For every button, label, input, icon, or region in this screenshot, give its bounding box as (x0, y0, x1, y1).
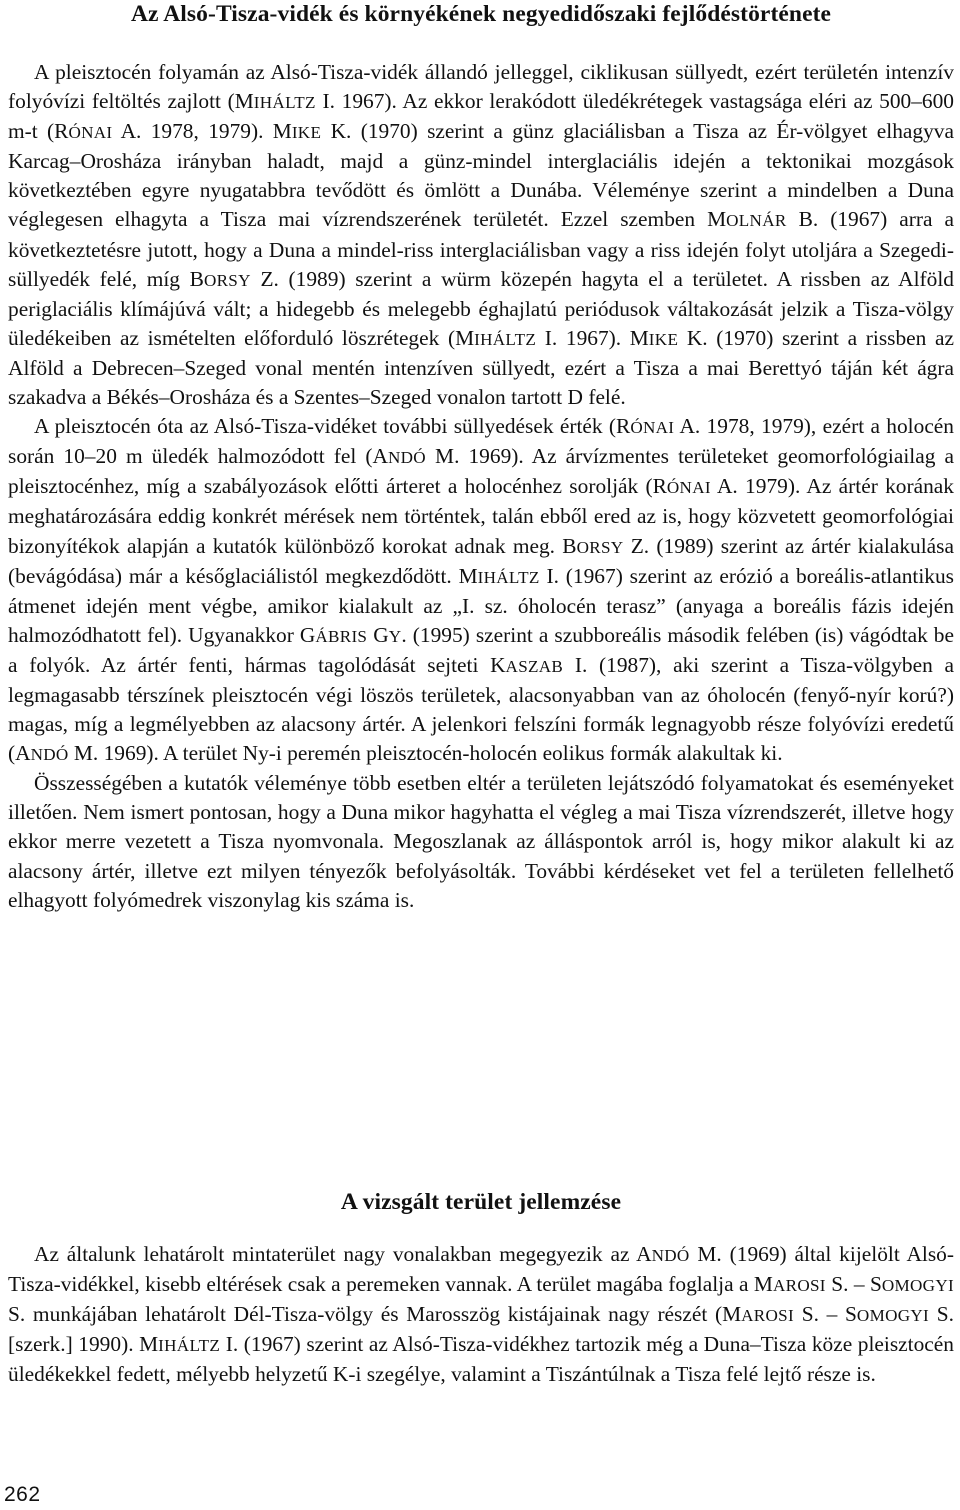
text-run: A pleisztocén óta az Alsó-Tisza-vidéket további süllyedések érték (R (34, 414, 631, 439)
author-name: OMOGYI (856, 1306, 930, 1326)
text-run: S. – S (825, 1272, 882, 1297)
text-run: I. (1987), aki szerint a Tisza-völgyben a legmagasabb térszínek pleisztocén végi löszös területek, alacsonyabban van az óholocén (fenyő-nyír korú?) magas, míg a legmélyebben az alacsony ártér. A jelenkori felszíni formák legnagyobb része folyóvízi eredetű (A (8, 652, 954, 766)
author-name: AROSI (772, 1276, 826, 1296)
text-run: K. (1970) szerint a rissben az Alföld a Debrecen–Szeged vonal mentén intenzíven süllyedt, ezért a Tisza a mai Berettyó táján két ágra szakadva a Békés–Orosháza és a Szentes–Szeged vonalon tartott D felé. (8, 325, 954, 410)
paragraph (8, 58, 954, 412)
author-name: OMOGYI (881, 1276, 954, 1296)
text-run: M. 1969). A terület Ny-i peremén pleisztocén-holocén eolikus formák alakultak ki. (68, 741, 783, 766)
author-name: Y (388, 626, 402, 646)
author-name: ÓNAI (630, 418, 675, 438)
text-run: A. 1978, 1979), ezért a holocén során 10–20 m üledék halmozódott fel (A (8, 414, 955, 469)
author-name: AROSI (741, 1306, 794, 1326)
author-name: IKE (291, 123, 322, 143)
author-name: IHÁLTZ (474, 329, 537, 349)
text-run: S. munkájában lehatárolt Dél-Tisza-völgy és Marosszög kistájainak nagy részét (M (8, 1302, 742, 1327)
author-name: ÁBRIS (315, 626, 368, 646)
text-run: G (367, 622, 389, 647)
text-run: I. (1967) szerint az erózió a boreális-atlantikus átmenet idején ment végbe, amikor kialakult az „I. sz. óholocén terasz” (anyaga a boreális fázis idején halmozódhatott fel). Ugyanakkor G (8, 563, 954, 647)
author-name: ÓNAI (666, 478, 711, 498)
section-heading-history: Az Alsó-Tisza-vidék és környékének negyedidőszaki fejlődéstörténete (130, 1, 832, 27)
section-heading-study-area: A vizsgált terület jellemzése (340, 1189, 622, 1215)
author-name: NDÓ (30, 745, 69, 765)
author-name: NDÓ (651, 1246, 690, 1265)
author-name: IKE (648, 329, 679, 349)
text-run: M. (1969) által kijelölt Alsó-Tisza-vidékkel, kisebb eltérések csak a peremeken vannak. A terület magába foglalja a M (8, 1242, 954, 1297)
text-run: I. (1967) szerint az Alsó-Tisza-vidékhez tartozik még a Duna–Tisza köze pleisztocén üledékekkel fedett, mélyebb helyzetű K-i szegélye, valamint a Tiszántúlnak a Tisza felé lejtő része is. (8, 1332, 954, 1387)
author-name: NDÓ (388, 448, 426, 468)
text-run: Z. (1989) szerint az ártér kialakulása (bevágódása) már a későglaciálistól megkezdődött. M (8, 533, 954, 588)
author-name: ÓNAI (68, 123, 113, 143)
text-run: Összességében a kutatók véleménye több esetben eltér a területen lejátszódó folyamatokat és eseményeket illetően. Nem ismert pontosan, hogy a Duna mikor hagyhatta el végleg a mai Tisza vízrendszerét, illetve hogy ekkor merre vezetett a Tisza nyomvonala. Megoszlanak az álláspontok arról is, hogy mikor alakult ki az alacsony ártér, illetve ezt milyen tényezők befolyásolták. További kérdéseket vet fel a területen fellelhető elhagyott folyómedrek viszonylag kis száma is. (8, 771, 954, 912)
author-name: IHÁLTZ (158, 1336, 221, 1356)
author-name: ASZAB (505, 656, 564, 676)
text-run: A pleisztocén folyamán az Alsó-Tisza-vidék állandó jelleggel, ciklikusan süllyedt, ezért területén intenzív folyóvízi feltöltés zajlott (M (8, 60, 954, 114)
author-name: OLNÁR (726, 211, 787, 231)
author-name: IHÁLTZ (253, 93, 316, 113)
text-run: K. (1970) szerint a günz glaciálisban a Tisza az Ér-völgyet elhagyva Karcag–Orosháza irányban haladt, majd a günz-mindel interglaciális idején a tektonikai mozgások következtében egyre nyugatabbra tevődött és ömlött a Dunába. Véleménye szerint a mindelben a Duna véglegesen elhagyta a Tisza mai vízrendszerének területét. Ezzel szemben M (8, 119, 954, 232)
text-run: Az általunk lehatárolt mintaterület nagy vonalakban megegyezik az A (34, 1242, 652, 1266)
text-run: . (1995) szerint a szubboreális második felében (is) vágódtak be a folyók. Az ártér fenti, hármas tagolódását sejteti K (8, 622, 954, 677)
text-run: A. 1979). Az ártér korának meghatározására eddig konkrét mérések nem történtek, talán ebből ered az is, hogy közvetett geomorfológiai bizonyítékok alapján a kutatók különböző korokat adnak meg. B (8, 474, 954, 558)
author-name: IHÁLTZ (477, 567, 540, 587)
section-study-area-body (8, 1240, 954, 1389)
text-run: I. 1967). Az ekkor lerakódott üledékrétegek vastagsága eléri az 500–600 m-t (R (8, 89, 954, 144)
text-run: A. 1978, 1979). M (112, 119, 292, 144)
paragraph (8, 769, 954, 914)
paragraph (8, 412, 954, 769)
text-run: M. 1969). Az árvízmentes területeket geomorfológiailag a pleisztocénhez, míg a szabályozások előtti árteret a holocénhez sorolják (R (8, 444, 954, 499)
text-run: S. [szerk.] 1990). M (8, 1302, 954, 1357)
author-name: ORSY (203, 270, 251, 290)
text-run: B. (1967) arra a következtetésre jutott, hogy a Duna a mindel-riss interglaciálisban vagy a riss idején folyt utoljára a Szegedi-süllyedék felé, míg B (8, 207, 955, 291)
text-run: Z. (1989) szerint a würm közepén hagyta el a területet. A rissben az Alföld periglaciális klímájúvá vált; a hidegebb és melegebb éghajlatú periódusok váltakozását jelzik a Tisza-völgy üledékeiben az ismételten előforduló löszrétegek (M (8, 266, 954, 350)
text-run: I. 1967). M (536, 325, 649, 350)
author-name: ORSY (576, 537, 624, 557)
text-run: S. – S (794, 1302, 857, 1327)
page-number: 262 (4, 1483, 41, 1506)
section-history-body (8, 58, 954, 915)
paragraph (8, 1240, 954, 1389)
